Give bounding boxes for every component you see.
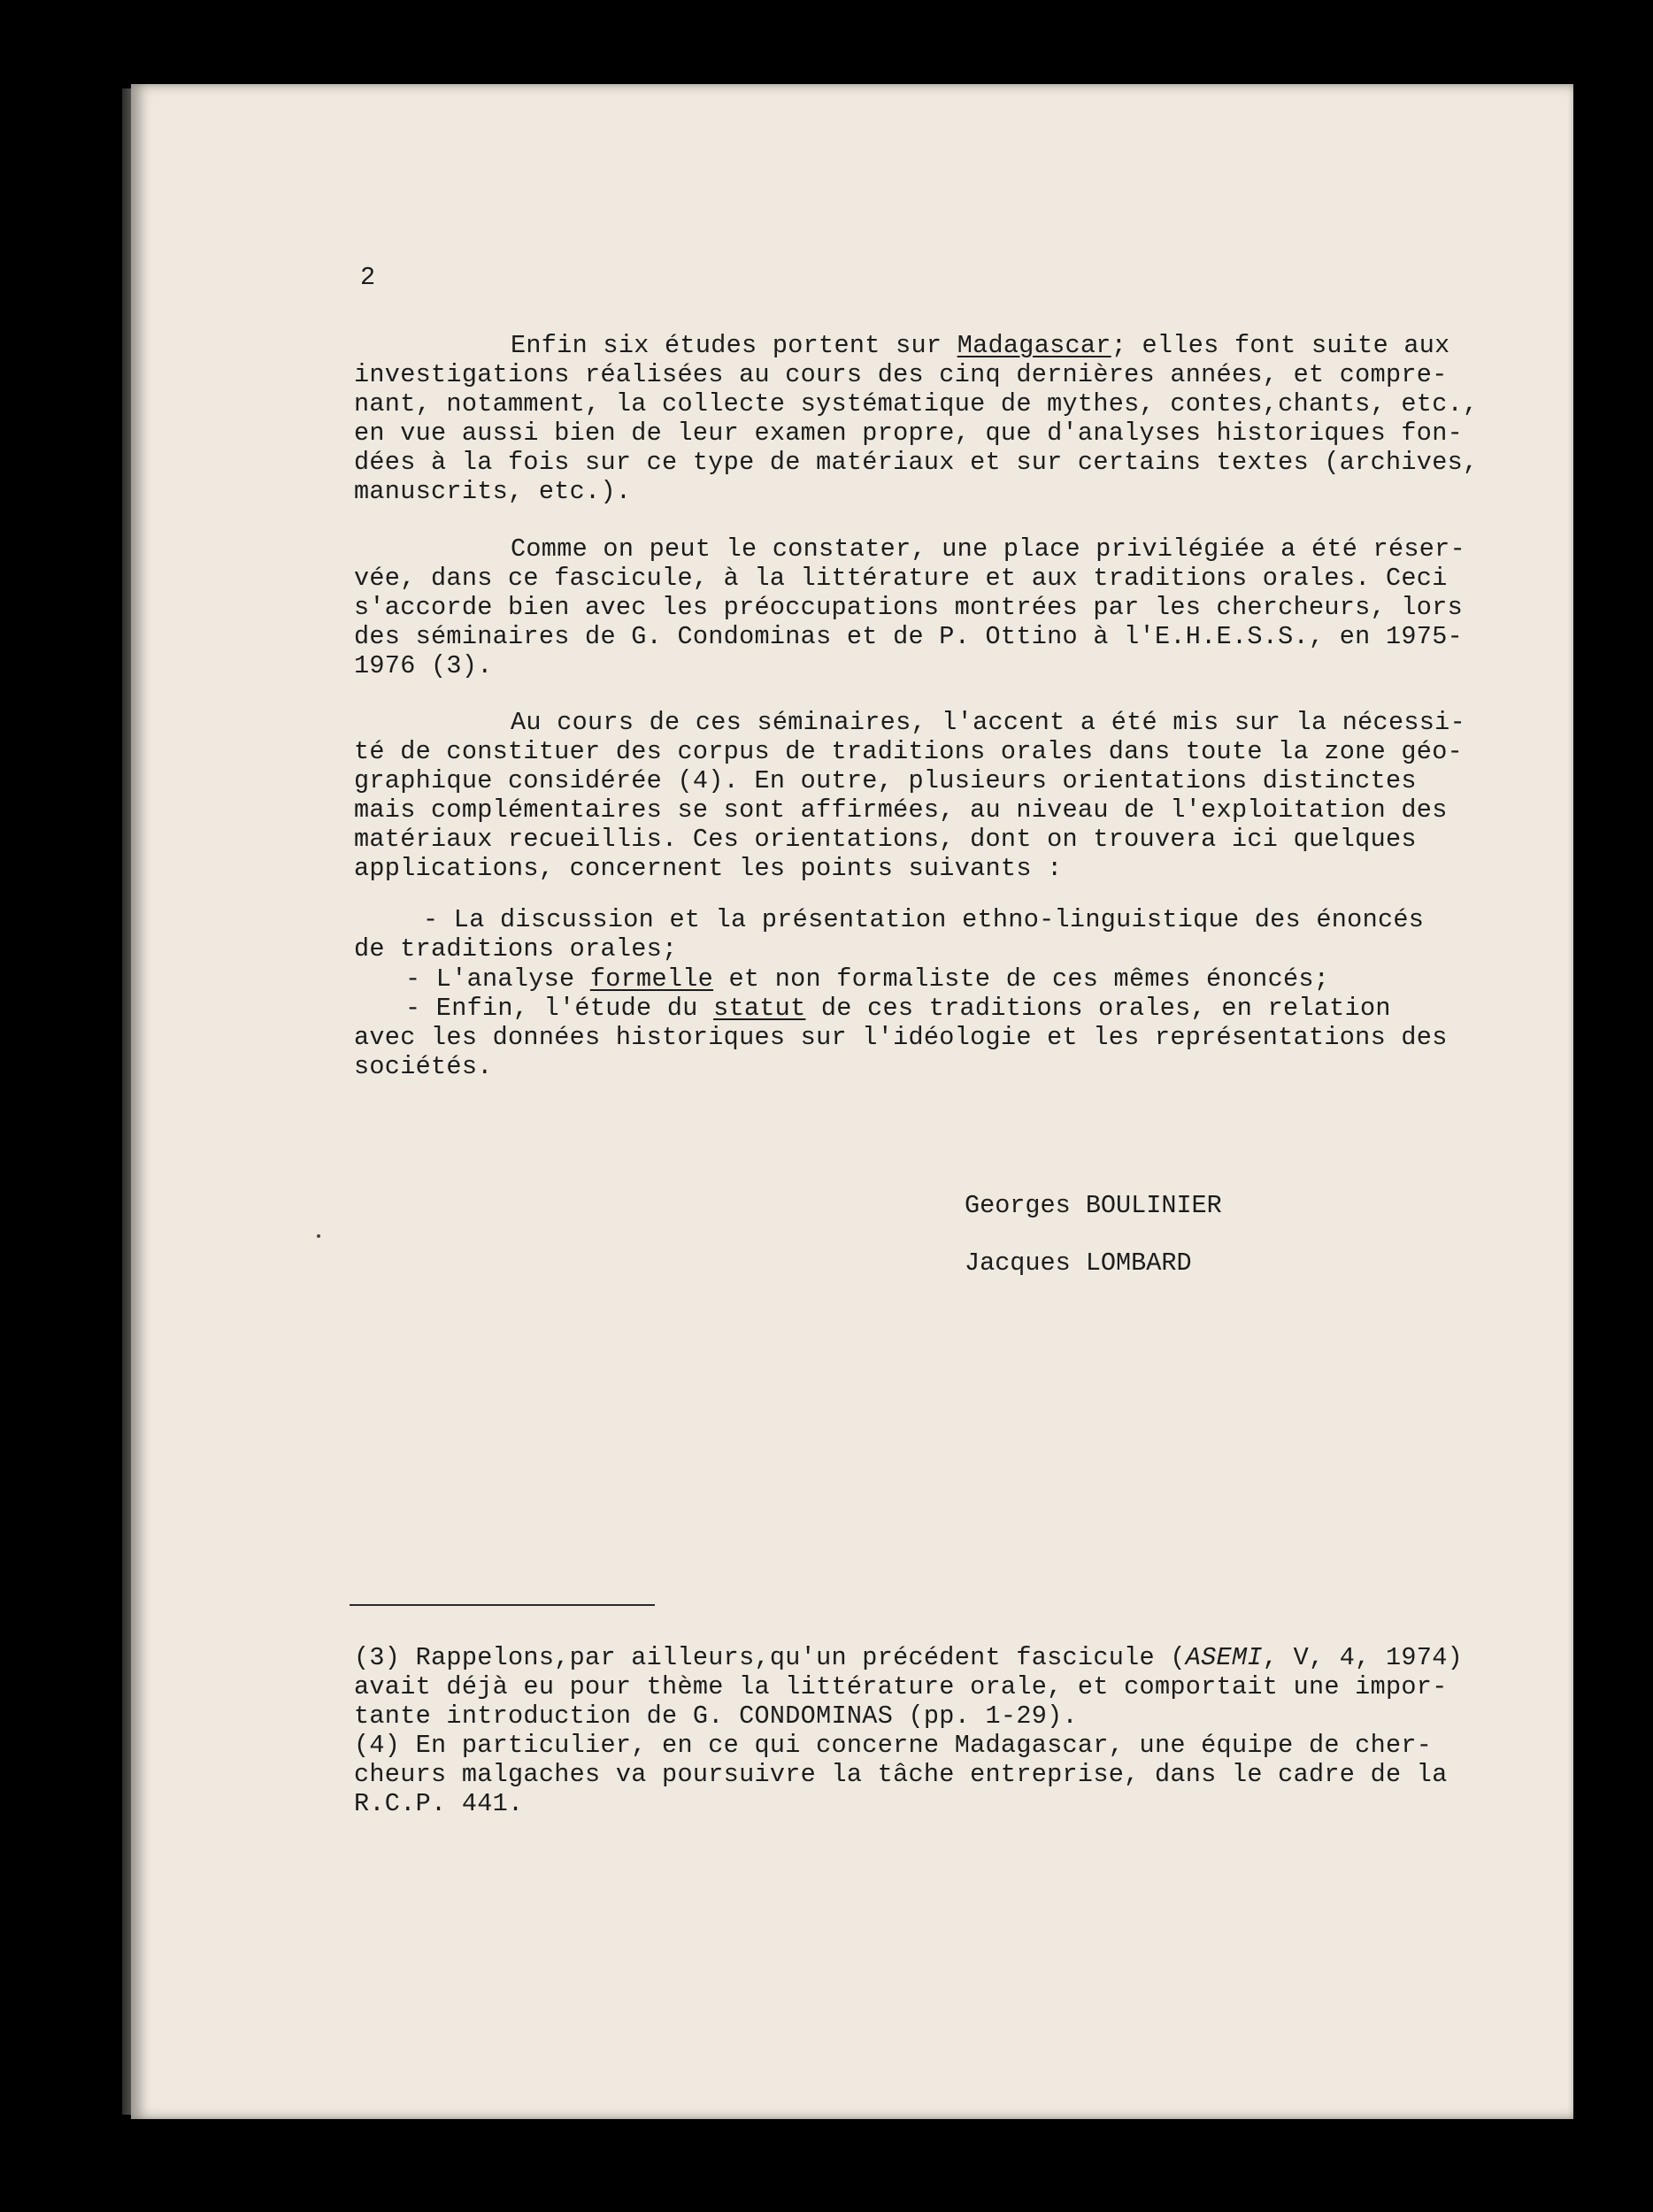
list-item2: - L'analyse formelle et non formaliste de ces mêmes énoncés;: [405, 964, 1330, 994]
paragraph2-line2: vée, dans ce fascicule, à la littérature et aux traditions orales. Ceci: [354, 564, 1448, 593]
paragraph3-line6: applications, concernent les points suivants :: [354, 854, 1063, 883]
footnote4-line2: cheurs malgaches va poursuivre la tâche entreprise, dans le cadre de la: [354, 1760, 1448, 1789]
stray-mark: [317, 1234, 320, 1238]
formelle-underlined: formelle: [589, 964, 714, 994]
paragraph3-line1: Au cours de ces séminaires, l'accent a été mis sur la nécessi-: [511, 708, 1465, 737]
footnote4-line1: (4) En particulier, en ce qui concerne Madagascar, une équipe de cher-: [354, 1731, 1433, 1760]
paragraph2-line1: Comme on peut le constater, une place privilégiée a été réser-: [511, 534, 1465, 564]
paragraph1-line6: manuscrits, etc.).: [354, 477, 632, 506]
paragraph3-line2: té de constituer des corpus de traditions orales dans toute la zone géo-: [354, 737, 1463, 766]
signature-lombard: Jacques LOMBARD: [965, 1248, 1192, 1278]
paragraph3-line3: graphique considérée (4). En outre, plusieurs orientations distinctes: [354, 766, 1417, 795]
signature-boulinier: Georges BOULINIER: [965, 1191, 1222, 1220]
footnote3-line1: (3) Rappelons,par ailleurs,qu'un précédent fascicule (ASEMI, V, 4, 1974): [354, 1643, 1464, 1672]
list-item3-line1: - Enfin, l'étude du statut de ces traditions orales, en relation: [405, 994, 1391, 1023]
paragraph2-line3: s'accorde bien avec les préoccupations montrées par les chercheurs, lors: [354, 593, 1463, 622]
paragraph1-line3: nant, notamment, la collecte systématique de mythes, contes,chants, etc.,: [354, 389, 1479, 419]
footnote3-line2: avait déjà eu pour thème la littérature orale, et comportait une impor-: [354, 1672, 1448, 1701]
paragraph2-line5: 1976 (3).: [354, 651, 493, 680]
paragraph1-line1: Enfin six études portent sur Madagascar; elles font suite aux: [511, 331, 1450, 360]
madagascar-underlined: Madagascar: [957, 331, 1111, 360]
statut-underlined: statut: [713, 994, 806, 1023]
footnote-rule: [350, 1604, 655, 1606]
paragraph1-line4: en vue aussi bien de leur examen propre, que d'analyses historiques fon-: [354, 419, 1463, 448]
page-number: 2: [360, 263, 376, 292]
paragraph3-line5: matériaux recueillis. Ces orientations, dont on trouvera ici quelques: [354, 825, 1417, 854]
footnote3-line3: tante introduction de G. CONDOMINAS (pp. 1-29).: [354, 1701, 1078, 1731]
list-item3-line2: avec les données historiques sur l'idéologie et les représentations des: [354, 1023, 1448, 1052]
list-item1-line1: - La discussion et la présentation ethno-linguistique des énoncés: [423, 905, 1425, 934]
paragraph2-line4: des séminaires de G. Condominas et de P. Ottino à l'E.H.E.S.S., en 1975-: [354, 622, 1463, 651]
list-item1-line2: de traditions orales;: [354, 934, 678, 964]
paragraph1-line2: investigations réalisées au cours des cinq dernières années, et compre-: [354, 360, 1448, 389]
asemi-italic: ASEMI: [1185, 1643, 1263, 1672]
list-item3-line3: sociétés.: [354, 1052, 493, 1081]
footnote4-line3: R.C.P. 441.: [354, 1789, 524, 1818]
paragraph3-line4: mais complémentaires se sont affirmées, au niveau de l'exploitation des: [354, 795, 1448, 825]
paragraph1-line5: dées à la fois sur ce type de matériaux et sur certains textes (archives,: [354, 448, 1479, 477]
